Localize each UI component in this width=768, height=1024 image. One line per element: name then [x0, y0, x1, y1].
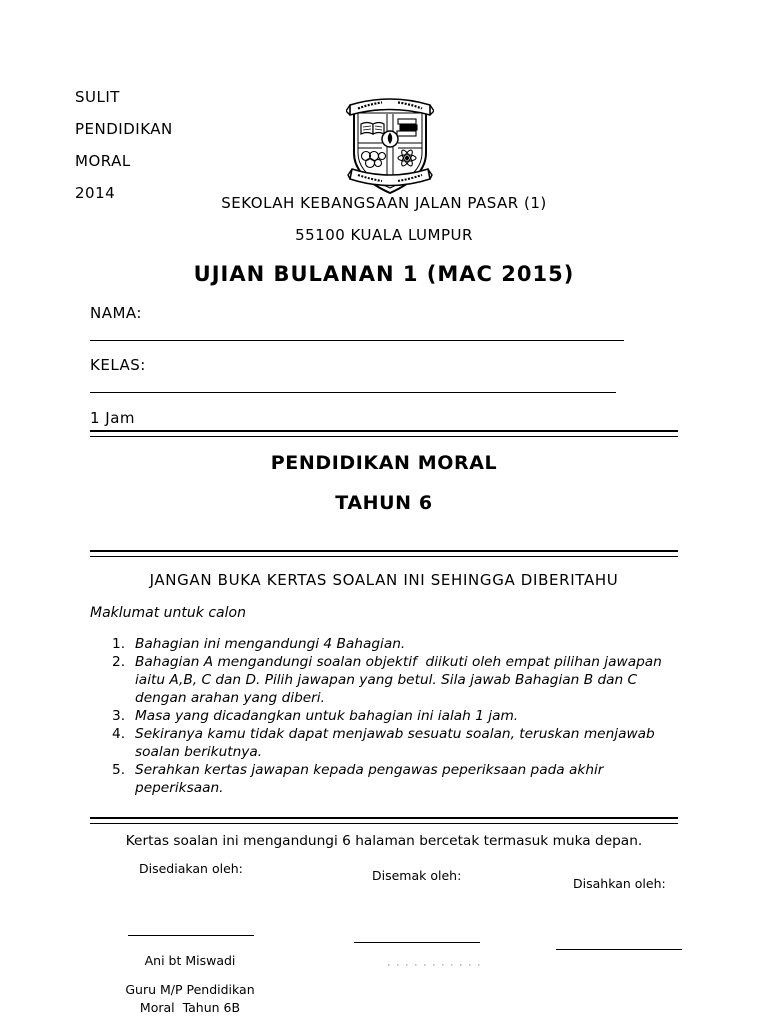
- instruction-line: soalan berikutnya.: [135, 744, 263, 760]
- instruction-item: [112, 635, 692, 653]
- name-label: NAMA:: [90, 304, 142, 322]
- preparer-name: Ani bt Miswadi: [144, 953, 236, 968]
- instruction-number: 3.: [112, 708, 126, 724]
- preparer-role-line: Moral Tahun 6B: [139, 1000, 241, 1015]
- instructions-list: [112, 635, 692, 797]
- instruction-item: [112, 707, 692, 725]
- header-subject-line: PENDIDIKAN: [75, 120, 173, 138]
- instruction-number: 1.: [112, 636, 126, 652]
- duration-label: 1 Jam: [90, 409, 136, 427]
- checked-signature-line: [354, 942, 480, 943]
- double-rule-thick: [90, 817, 678, 819]
- prepared-signature-line: [128, 935, 254, 936]
- school-crest-icon: [326, 78, 414, 176]
- instruction-number: 2.: [112, 654, 126, 670]
- school-address: 55100 KUALA LUMPUR: [295, 226, 473, 244]
- class-blank-line: [90, 392, 616, 393]
- header-year: 2014: [75, 184, 116, 202]
- instruction-line: dengan arahan yang diberi.: [135, 690, 325, 706]
- approved-signature-line: [556, 949, 682, 950]
- exam-title: UJIAN BULANAN 1 (MAC 2015): [193, 262, 575, 286]
- year-title: TAHUN 6: [335, 492, 433, 514]
- subject-title: PENDIDIKAN MORAL: [270, 452, 498, 474]
- double-rule-thick: [90, 550, 678, 552]
- name-blank-line: [90, 340, 624, 341]
- instruction-line: iaitu A,B, C dan D. Pilih jawapan yang betul. Sila jawab Bahagian B dan C: [135, 672, 638, 688]
- warning-text: JANGAN BUKA KERTAS SOALAN INI SEHINGGA DIBERITAHU: [149, 571, 619, 589]
- instruction-item: [112, 761, 692, 797]
- crest-torch-icon: [382, 131, 398, 147]
- page-count-note: Kertas soalan ini mengandungi 6 halaman bercetak termasuk muka depan.: [125, 833, 643, 849]
- crest-stacked-books-icon: [397, 119, 417, 136]
- checked-by-label: Disemak oleh:: [372, 868, 462, 883]
- instruction-line: Masa yang dicadangkan untuk bahagian ini ialah 1 jam.: [135, 708, 519, 724]
- classification-label: SULIT: [75, 88, 120, 106]
- prepared-by-label: Disediakan oleh:: [139, 861, 243, 876]
- instruction-line: peperiksaan.: [135, 780, 224, 796]
- double-rule-thin: [90, 823, 678, 824]
- instruction-number: 5.: [112, 762, 126, 778]
- instruction-item: [112, 725, 692, 761]
- instruction-number: 4.: [112, 726, 126, 742]
- double-rule-thick: [90, 430, 678, 432]
- instruction-item: [112, 653, 692, 707]
- instruction-line: Serahkan kertas jawapan kepada pengawas peperiksaan pada akhir: [135, 762, 604, 778]
- class-label: KELAS:: [90, 356, 146, 374]
- preparer-role-line: Guru M/P Pendidikan: [125, 982, 255, 997]
- double-rule-thin: [90, 436, 678, 437]
- header-subject-line: MORAL: [75, 152, 131, 170]
- instruction-line: Bahagian A mengandungi soalan objektif diikuti oleh empat pilihan jawapan: [135, 654, 662, 670]
- school-name: SEKOLAH KEBANGSAAN JALAN PASAR (1): [221, 194, 547, 212]
- instruction-line: Sekiranya kamu tidak dapat menjawab sesuatu soalan, teruskan menjawab: [135, 726, 655, 742]
- double-rule-thin: [90, 556, 678, 557]
- crest-graphic: [346, 97, 434, 195]
- faint-signature-marks: [388, 964, 480, 966]
- crest-book-icon: [361, 123, 384, 135]
- instruction-line: Bahagian ini mengandungi 4 Bahagian.: [135, 636, 406, 652]
- instructions-heading: Maklumat untuk calon: [90, 605, 246, 621]
- approved-by-label: Disahkan oleh:: [573, 876, 666, 891]
